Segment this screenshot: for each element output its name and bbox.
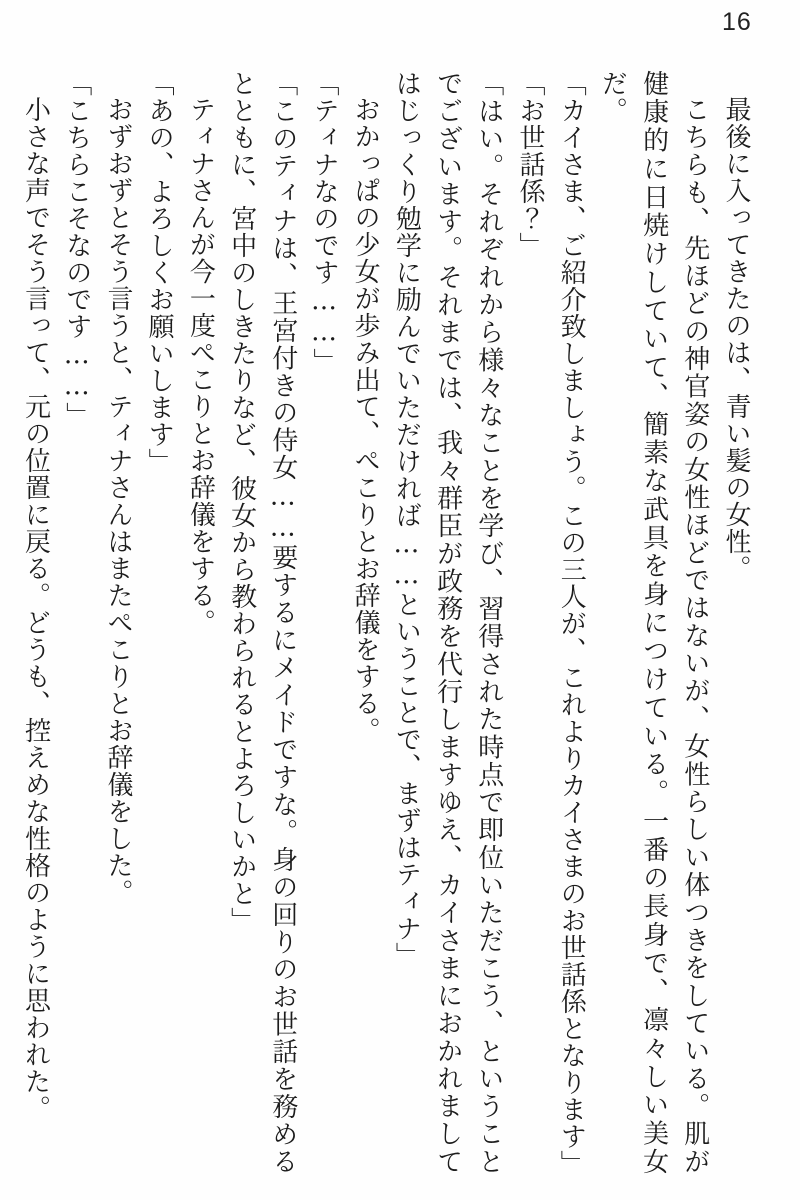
paragraph: 「こちらこそなのです……」 — [61, 70, 92, 429]
paragraph: 「はい。それぞれから様々なことを学び、習得された時点で即位いただこう、ということでございます。それまでは、我々群臣が政務を代行しますゆえ、カイさまにおかれましてはじっくり勉学に励んでいただければ……ということで、まずはティナ」 — [391, 70, 504, 1175]
paragraph: 小さな声でそう言って、元の位置に戻る。どうも、控えめな性格のように思われた。 — [20, 96, 51, 1122]
paragraph: ティナさんが今一度ぺこりとお辞儀をする。 — [185, 96, 216, 636]
paragraph: 「カイさま、ご紹介致しましょう。この三人が、これよりカイさまのお世話係となります」 — [556, 70, 587, 1177]
body-text — [20, 70, 756, 1177]
paragraph: 「お世話係？」 — [514, 70, 545, 259]
paragraph: おかっぱの少女が歩み出て、ぺこりとお辞儀をする。 — [350, 96, 381, 744]
paragraph: 「あの、よろしくお願いします」 — [144, 70, 175, 475]
page-number: 16 — [722, 8, 752, 36]
paragraph: 最後に入ってきたのは、青い髪の女性。 — [721, 96, 751, 582]
paragraph: 「ティナなのです……」 — [308, 70, 339, 375]
paragraph: おずおずとそう言うと、ティナさんはまたぺこりとお辞儀をした。 — [102, 96, 133, 906]
paragraph: 「このティナは、王宮付きの侍女……要するにメイドですな。身の回りのお世話を務めるとともに、宮中のしきたりなど、彼女から教わられるとよろしいかと」 — [226, 70, 298, 1175]
paragraph: こちらも、先ほどの神官姿の女性ほどではないが、女性らしい体つきをしている。肌が健康的に日焼けしていて、簡素な武具を身につけている。一番の長身で、凛々しい美女だ。 — [597, 70, 710, 1175]
